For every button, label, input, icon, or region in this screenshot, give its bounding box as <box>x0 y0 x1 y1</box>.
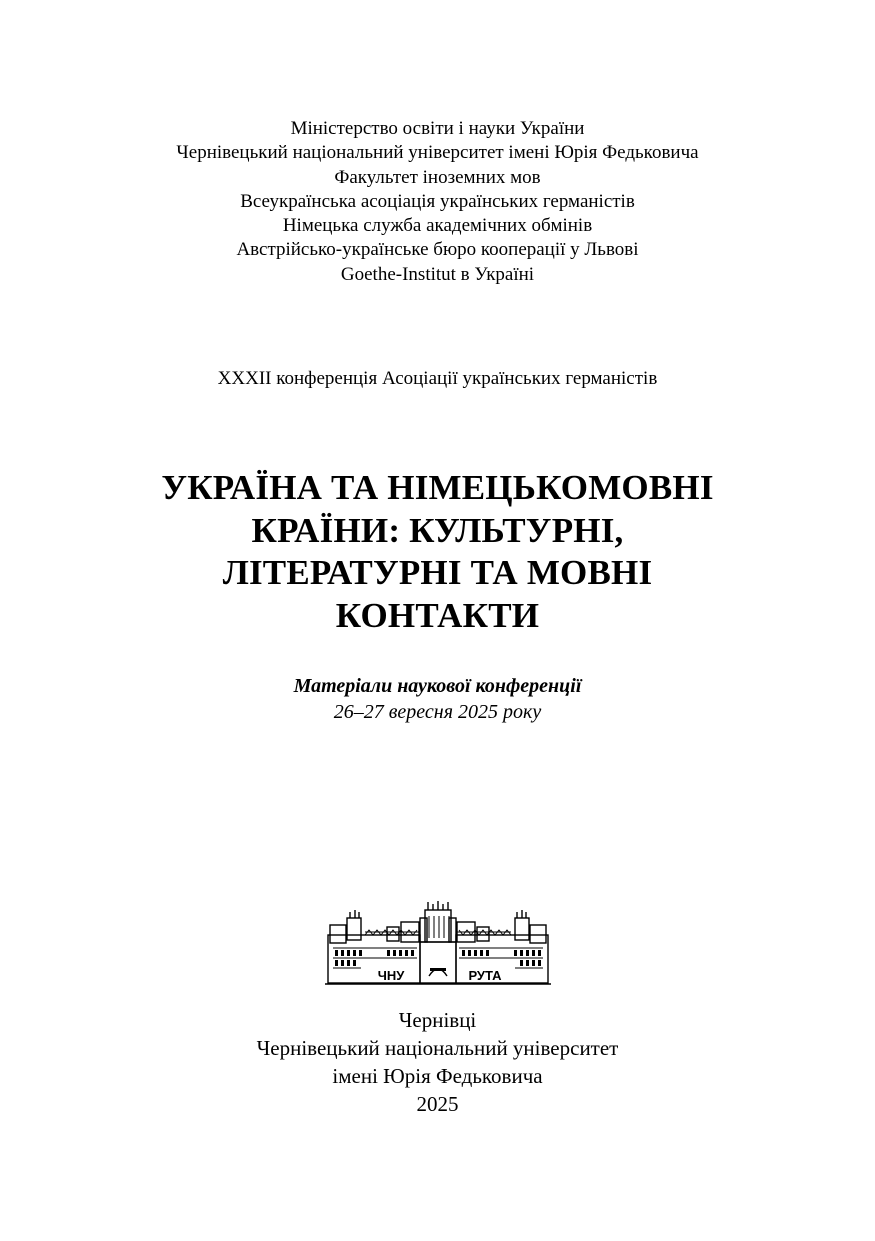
organization-daad: Німецька служба академічних обмінів <box>282 215 593 237</box>
conference-dates: 26–27 вересня 2025 року <box>333 701 542 723</box>
organization-goethe: Goethe-Institut в Україні <box>340 263 535 285</box>
organizations-block <box>0 117 875 287</box>
logo-right-text: РУТА <box>468 968 502 983</box>
publisher-city: Чернівці <box>398 1008 477 1032</box>
organization-austrian-bureau: Австрійсько-українське бюро кооперації у Львові <box>236 239 639 261</box>
publisher-name-line: імені Юрія Федьковича <box>332 1064 543 1088</box>
organization-faculty: Факультет іноземних мов <box>334 166 541 188</box>
organization-university: Чернівецький національний університет імені Юрія Федьковича <box>176 142 699 164</box>
title-line: ЛІТЕРАТУРНІ ТА МОВНІ <box>222 553 653 592</box>
title-line: УКРАЇНА ТА НІМЕЦЬКОМОВНІ <box>161 468 714 507</box>
publication-year: 2025 <box>416 1092 459 1116</box>
university-building-logo-icon <box>325 900 551 988</box>
publisher-block <box>0 1006 875 1118</box>
organization-association: Всеукраїнська асоціація українських германістів <box>240 190 635 212</box>
subtitle: Матеріали наукової конференції <box>293 675 582 697</box>
title-line: КРАЇНИ: КУЛЬТУРНІ, <box>251 510 624 550</box>
subtitle-block <box>0 673 875 725</box>
logo-left-text: ЧНУ <box>377 968 405 983</box>
publisher-name-line: Чернівецький національний університет <box>256 1036 619 1060</box>
page-title <box>0 467 875 637</box>
title-line: КОНТАКТИ <box>335 595 540 635</box>
conference-name: XXXII конференція Асоціації українських германістів <box>217 368 658 389</box>
organization-ministry: Міністерство освіти і науки України <box>290 118 585 139</box>
